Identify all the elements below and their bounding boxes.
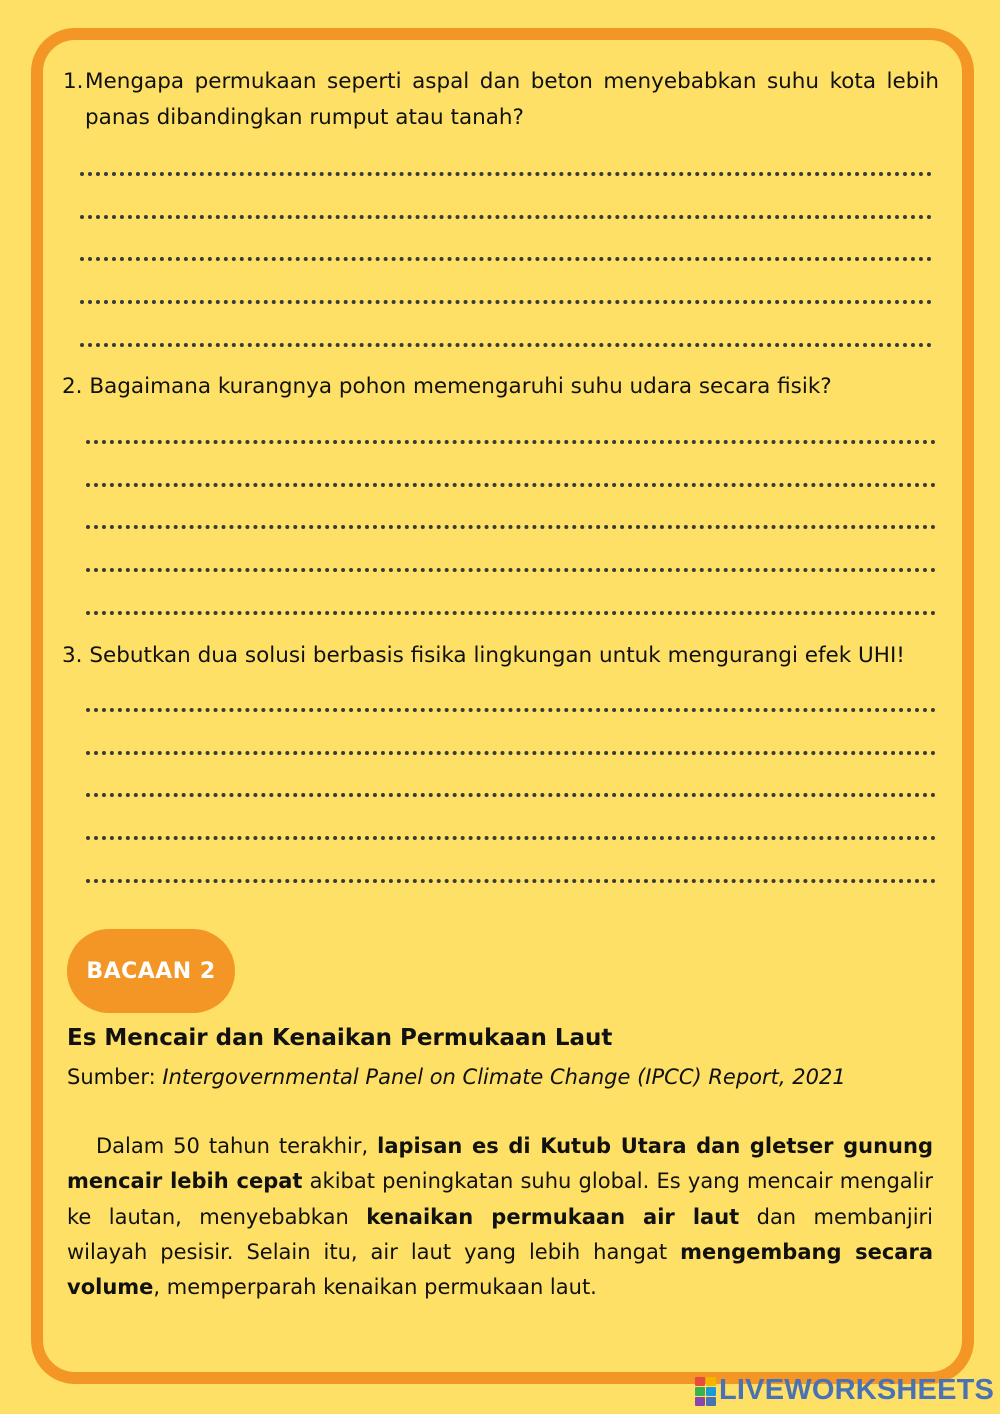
- paragraph-segment: dan membanjiri wilayah pesisir. Selain itu, air laut yang lebih hangat: [67, 1204, 934, 1264]
- paragraph-segment-bold: kenaikan permukaan air laut: [366, 1204, 740, 1229]
- answer-line[interactable]: [86, 694, 936, 712]
- answer-line[interactable]: [86, 755, 936, 798]
- question-3: [62, 638, 952, 674]
- paragraph-segment: Dalam 50 tahun terakhir,: [96, 1134, 378, 1158]
- question-2-text: Bagaimana kurangnya pohon memengaruhi suhu udara secara fisik?: [89, 374, 832, 399]
- paragraph-segment-bold: lapisan es di Kutub Utara dan gletser gunung mencair lebih cepat: [67, 1134, 933, 1194]
- question-2-number: 2.: [62, 374, 83, 399]
- answer-line[interactable]: [86, 712, 936, 755]
- question-1-number: 1.: [63, 69, 84, 94]
- answer-line[interactable]: [86, 529, 936, 572]
- reading-title: Es Mencair dan Kenaikan Permukaan Laut: [67, 1025, 613, 1051]
- liveworksheets-logo[interactable]: [695, 1374, 994, 1407]
- answer-line[interactable]: [86, 840, 936, 883]
- answer-line[interactable]: [80, 158, 932, 176]
- answer-line[interactable]: [86, 426, 936, 444]
- liveworksheets-logo-icon: [695, 1377, 715, 1405]
- source-title: Intergovernmental Panel on Climate Change (IPCC) Report, 2021: [162, 1065, 846, 1089]
- source-label: Sumber:: [67, 1065, 163, 1089]
- answer-line[interactable]: [86, 797, 936, 840]
- paragraph-segment: akibat peningkatan suhu global. Es yang mencair mengalir ke lautan, menyebabkan: [67, 1169, 933, 1229]
- answer-line[interactable]: [86, 487, 936, 530]
- answer-line[interactable]: [80, 219, 932, 262]
- answer-lines-3[interactable]: [86, 694, 936, 883]
- question-1: [63, 64, 939, 136]
- answer-line[interactable]: [86, 572, 936, 615]
- question-1-text: Mengapa permukaan seperti aspal dan beton menyebabkan suhu kota lebih panas dibandingkan rumput atau tanah?: [85, 69, 939, 130]
- paragraph-segment-bold: mengembang secara volume: [67, 1239, 933, 1300]
- question-3-text: Sebutkan dua solusi berbasis fisika lingkungan untuk mengurangi efek UHI!: [89, 643, 905, 668]
- answer-line[interactable]: [80, 304, 932, 347]
- paragraph-segment: , memperparah kenaikan permukaan laut.: [153, 1275, 597, 1300]
- question-2: [62, 369, 942, 405]
- logo-text: LIVEWORKSHEETS: [719, 1374, 995, 1406]
- reading-source: [67, 1060, 846, 1094]
- answer-lines-1[interactable]: [80, 158, 932, 347]
- answer-line[interactable]: [80, 176, 932, 219]
- answer-line[interactable]: [80, 261, 932, 304]
- question-3-number: 3.: [62, 643, 83, 668]
- answer-line[interactable]: [86, 444, 936, 487]
- reading-badge: BACAAN 2: [67, 929, 235, 1013]
- reading-paragraph: [67, 1129, 933, 1305]
- answer-lines-2[interactable]: [86, 426, 936, 615]
